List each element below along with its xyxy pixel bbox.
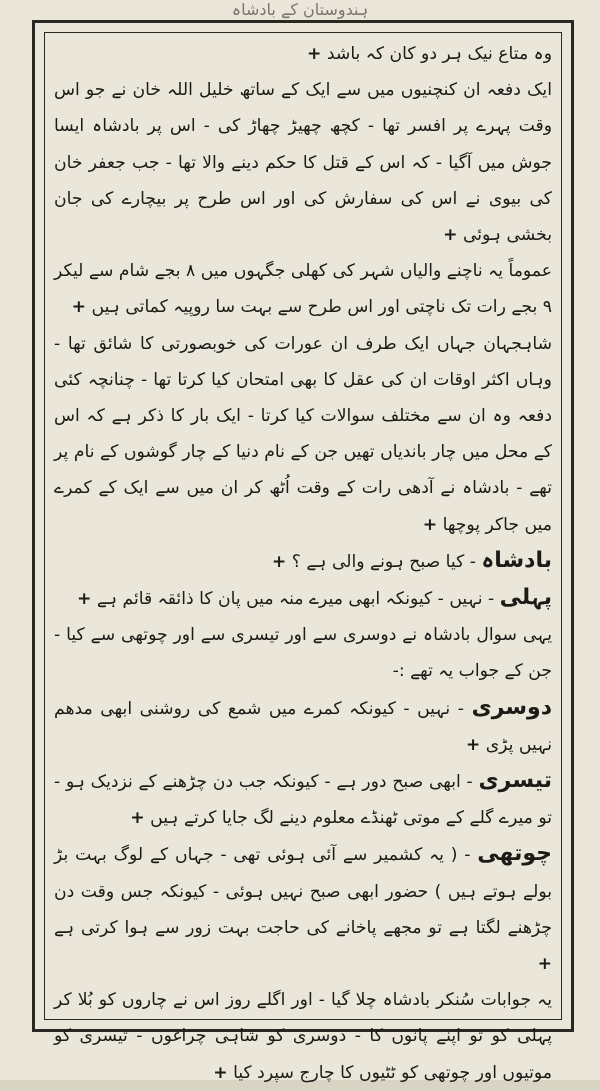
- end-mark: +: [130, 808, 145, 829]
- speaker-label: بادشاہ: [481, 547, 552, 573]
- paragraph: ایک دفعہ ان کنچنیوں میں سے ایک کے ساتھ خلیل اللہ خان نے جو اس وقت پہرے پر افسر تھا - کچھ چھیڑ چھاڑ کی - اس پر بادشاہ ایسا جوش میں آگیا - کہ اس کے قتل کا حکم دینے والا تھا - جب جعفر خان کی بیوی نے اس کی سفارش کی اور اس طرح پر بیچارے کی جان بخشی ہوئی +: [54, 80, 552, 246]
- paragraph: یہ جوابات سُنکر بادشاہ چلا گیا - اور اگلے روز اس نے چاروں کو بُلا کر پہلی کو تو اپنے پانوں کا - دوسری کو شاہی چراغوں - تیسری کو موتیوں اور چوتھی کو ٹٹیوں کا چارج سپرد کیا +: [54, 990, 552, 1083]
- end-mark: +: [271, 551, 287, 572]
- dialogue-line: دوسری - نہیں - کیونکہ کمرے میں شمع کی روشنی ابھی مدھم نہیں پڑی +: [54, 694, 553, 755]
- paragraph: وہ متاع نیک ہر دو کان کہ باشد +: [307, 44, 552, 64]
- speaker-label: پہلی: [499, 585, 552, 611]
- paragraph: یہی سوال بادشاہ نے دوسری سے اور تیسری سے اور چوتھی سے کیا - جن کے جواب یہ تھے :-: [54, 625, 552, 682]
- dialogue-line: چوتھی - ( یہ کشمیر سے آئی ہوئی تھی - جہاں کے لوگ بہت بڑ بولے ہوتے ہیں ) حضور ابھی صبح نہیں ہوئی - کیونکہ جس وقت دن چڑھنے لگتا ہے تو مجھے پاخانے کی حاجت بہت زور سے ہوا کرتی ہے +: [54, 841, 552, 975]
- speaker-label: تیسری: [478, 768, 552, 794]
- end-mark: +: [77, 589, 92, 610]
- paragraph: عموماً یہ ناچنے والیاں شہر کی کھلی جگہوں میں ۸ بجے شام سے لیکر ۹ بجے رات تک ناچتی اور اس طرح سے بہت سا روپیہ کماتی ہیں +: [54, 261, 552, 318]
- speaker-label: دوسری: [471, 694, 553, 720]
- end-mark: +: [422, 514, 438, 535]
- dialogue-line: بادشاہ - کیا صبح ہونے والی ہے ؟ +: [271, 547, 552, 573]
- end-mark: +: [443, 225, 458, 246]
- text-block: [54, 36, 553, 1083]
- paragraph: شاہجہان جہاں ایک طرف ان عورات کی خوبصورتی کا شائق تھا - وہاں اکثر اوقات ان کی عقل کا بھی امتحان کیا کرتا تھا - چنانچہ کئی دفعہ وہ ان سے مختلف سوالات کیا کرتا - ایک بار کا ذکر ہے کہ اس کے محل میں چار باندیاں تھیں جن کے نام دنیا کے چار گوشوں کے نام پر تھے - بادشاہ نے آدھی رات کے وقت اُٹھ کر ان میں سے ایک کے کمرے میں جاکر پوچھا +: [54, 333, 552, 535]
- dialogue-line: پہلی - نہیں - کیونکہ ابھی میرے منہ میں پان کا ذائقہ قائم ہے +: [77, 585, 552, 611]
- dialogue-line: تیسری - ابھی صبح دور ہے - کیونکہ جب دن چڑھنے کے نزدیک ہو - تو میرے گلے کے موتی ٹھنڈے معلوم دینے لگ جایا کرتے ہیں +: [54, 768, 552, 829]
- end-mark: +: [307, 44, 322, 64]
- end-mark: +: [537, 954, 552, 975]
- end-mark: +: [213, 1062, 228, 1083]
- end-mark: +: [465, 734, 481, 755]
- speaker-label: چوتھی: [477, 841, 552, 867]
- running-head: ہندوستان کے بادشاہ: [231, 0, 369, 19]
- end-mark: +: [71, 297, 87, 318]
